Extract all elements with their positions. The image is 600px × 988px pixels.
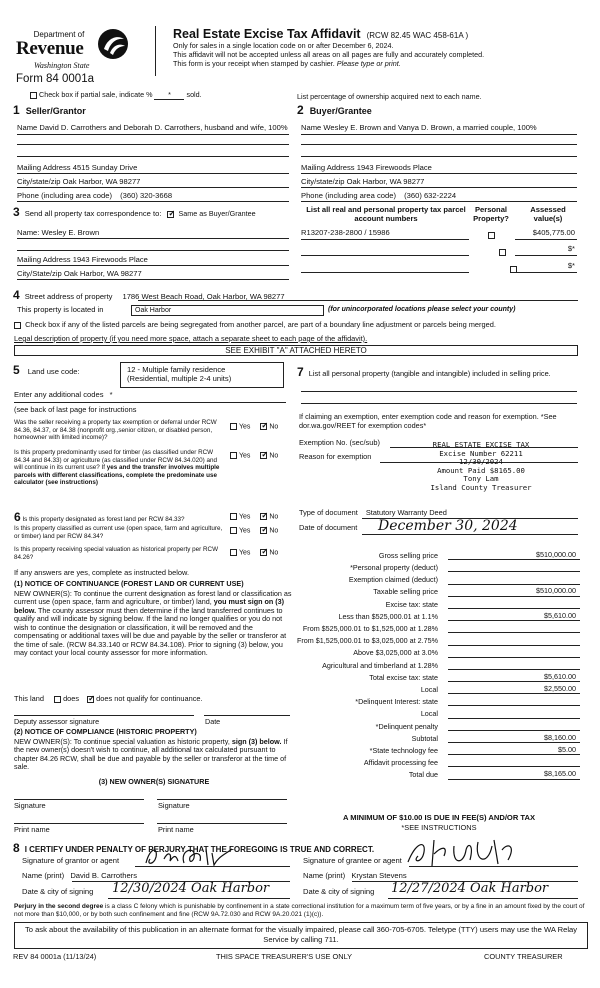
same-as-buyer-checkbox[interactable]: [167, 211, 174, 218]
header-line2: This affidavit will not be accepted unless all areas on all pages are fully and accurately completed.: [173, 50, 485, 59]
perjury-notice: Perjury in the second degree is a class C felony which is punishable by confinement in a state correctional institution for a maximum term of five years, or by a fine in an amount fixed by the court of not more than $10,000, or by both such confinement and fine (RCW 9A.72.030 and RCW 9A.20.021 (1)(c)).: [14, 903, 585, 918]
partial-sale-row: Check box if partial sale, indicate % * sold.: [30, 91, 202, 100]
historic-notice-heading: (2) NOTICE OF COMPLIANCE (HISTORIC PROPERTY): [14, 727, 197, 736]
legal-description-value[interactable]: SEE EXHIBIT "A" ATTACHED HERETO: [14, 345, 578, 356]
tax-row-value[interactable]: $5.00: [448, 746, 580, 755]
tax-row-value[interactable]: $510,000.00: [448, 587, 580, 596]
assessed-value-heading: Assessed value(s): [530, 205, 566, 223]
dept-name: Revenue: [16, 38, 84, 59]
certify-row: 8 I CERTIFY UNDER PENALTY OF PERJURY THAT THE FOREGOING IS TRUE AND CORRECT.: [13, 841, 375, 855]
grantee-name-row: Name (print) Krystan Stevens: [303, 871, 407, 880]
historic-yes-checkbox[interactable]: [230, 549, 237, 556]
tax-row-value[interactable]: [448, 758, 580, 767]
parcel-list-heading: List all real and personal property tax parcel account numbers: [306, 205, 466, 223]
tax-row: [290, 731, 580, 743]
continuance-row: This land does ✓ does not qualify for continuance.: [14, 695, 203, 704]
does-not-qualify-checkbox[interactable]: [87, 696, 94, 703]
header-line3: This form is your receipt when stamped by cashier. Please type or print.: [173, 59, 401, 68]
tax-row: [290, 658, 580, 670]
tax-row-value[interactable]: [448, 600, 580, 609]
tax-row-value[interactable]: $510,000.00: [448, 551, 580, 560]
form-title-ref: (RCW 82.45 WAC 458-61A ): [366, 31, 469, 40]
tax-row-label: Less than $525,000.01 at 1.1%: [338, 611, 438, 621]
tax-row-value[interactable]: [448, 697, 580, 706]
historic-no-checkbox[interactable]: [260, 549, 267, 556]
revenue-logo-icon: [96, 27, 130, 61]
exemption-number-label: Exemption No. (sec/sub): [299, 438, 380, 447]
tax-row-label: From $525,000.01 to $1,525,000 at 1.28%: [302, 624, 438, 634]
current-use-no-checkbox[interactable]: [260, 527, 267, 534]
form-title-row: [173, 27, 468, 41]
tax-row-label: Affidavit processing fee: [363, 758, 438, 768]
grantor-signature-label: Signature of grantor or agent: [22, 856, 120, 865]
tax-row-value[interactable]: $5,610.00: [448, 612, 580, 621]
tax-row-label: Local: [420, 709, 438, 719]
treasurer-use-note: THIS SPACE TREASURER'S USE ONLY: [216, 952, 353, 961]
exemption-reason-label: Reason for exemption: [299, 452, 372, 461]
personal-property-heading: 7 List all personal property (tangible and intangible) included in selling price.: [297, 365, 551, 379]
new-owner-signature-1[interactable]: Signature: [14, 801, 46, 810]
seller-phone-field[interactable]: Phone (including area code) (360) 320-3668: [17, 191, 173, 200]
alternate-format-notice: To ask about the availability of this publication in an alternate format for the visually impaired, please call 360-705-6705. Teletype (TTY) users may use the WA Relay Service by calling 711.: [14, 922, 588, 949]
document-date-value[interactable]: December 30, 2024: [378, 518, 518, 534]
buyer-mail-field[interactable]: Mailing Address 1943 Firewoods Place: [301, 163, 432, 172]
street-address-row: 4 Street address of property 1786 West Beach Road, Oak Harbor, WA 98277: [13, 288, 285, 302]
grantee-signature-image[interactable]: [404, 836, 524, 870]
partial-sale-checkbox[interactable]: [30, 92, 37, 99]
exemption-question: Was the seller receiving a property tax exemption or deferral under RCW 84.36, 84.37, or 84.38 (nonprofit org.,senior citizen, or disabled person, homeowner with limited income)?: [14, 419, 217, 442]
tax-row: [290, 719, 580, 731]
tax-row: [290, 682, 580, 694]
corr-heading: 3 Send all property tax correspondence to: ✓ Same as Buyer/Grantee: [13, 206, 303, 220]
tax-row: [290, 621, 580, 633]
if-yes-note: If any answers are yes, complete as instructed below.: [14, 568, 189, 577]
tax-row: [290, 670, 580, 682]
forest-no-checkbox[interactable]: [260, 513, 267, 520]
assessed-value-2[interactable]: $*: [567, 261, 575, 270]
exemption-no-checkbox[interactable]: [260, 423, 267, 430]
tax-row-label: From $1,525,000.01 to $3,025,000 at 2.75%: [296, 636, 438, 646]
tax-row: [290, 706, 580, 718]
buyer-heading: 2 Buyer/Grantee: [297, 103, 372, 117]
land-use-select[interactable]: 12 - Multiple family residence (Residential, multiple 2-4 units): [120, 362, 284, 388]
assessed-value-0[interactable]: $405,775.00: [532, 228, 575, 237]
personal-property-checkbox-1[interactable]: [499, 249, 506, 256]
tax-row-label: Above $3,025,000 at 3.0%: [353, 648, 438, 658]
tax-row: [290, 597, 580, 609]
forest-yes-no: Yes ✓ No: [230, 513, 278, 521]
tax-row-label: Local: [420, 684, 438, 694]
corr-mail-field[interactable]: Mailing Address 1943 Firewoods Place: [17, 255, 148, 264]
deputy-date-label: Date: [205, 717, 221, 726]
tax-row-value[interactable]: [448, 563, 580, 572]
new-owner-signature-2[interactable]: Signature: [158, 801, 190, 810]
tax-row-label: *Delinquent penalty: [375, 721, 438, 731]
legal-description-label: Legal description of property (if you need more space, attach a separate sheet to each page of the affidavit).: [14, 334, 368, 343]
form-title: Real Estate Excise Tax Affidavit: [173, 27, 361, 41]
tax-row-value[interactable]: [448, 661, 580, 670]
tax-row-label: Total due: [408, 770, 438, 780]
buyer-city-field[interactable]: City/state/zip Oak Harbor, WA 98277: [301, 177, 425, 186]
tax-row-value[interactable]: $2,550.00: [448, 685, 580, 694]
seller-city-field[interactable]: City/state/zip Oak Harbor, WA 98277: [17, 177, 141, 186]
seller-name-value: David D. Carrothers and Deborah D. Carrothers, husband and wife, 100%: [39, 123, 288, 132]
buyer-name-field[interactable]: Name Wesley E. Brown and Vanya D. Brown, a married couple, 100%: [301, 123, 537, 132]
historic-question: Is this property receiving special valuation as historical property per RCW 84.26?: [14, 546, 219, 561]
corr-name-field[interactable]: Name: Wesley E. Brown: [17, 228, 100, 237]
tax-row-label: Excise tax: state: [385, 599, 438, 609]
timber-question: Is this property predominantly used for timber (as classified under RCW 84.34 and 84.33) or agriculture (as classified under RCW 84.34.020) and will continue in its current use? If yes and the transfer involves multiple parcels with different classifications, complete the predominate use calculator (see instructions): [14, 449, 220, 487]
grantee-date-label: Date & city of signing: [303, 887, 375, 896]
minimum-due-note: A MINIMUM OF $10.00 IS DUE IN FEE(S) AND/OR TAX: [342, 813, 536, 822]
grantor-name-value[interactable]: David B. Carrothers: [70, 871, 138, 880]
seller-mail-field[interactable]: Mailing Address 4515 Sunday Drive: [17, 163, 138, 172]
personal-property-checkbox-0[interactable]: [488, 232, 495, 239]
segregated-checkbox[interactable]: [14, 322, 21, 329]
tax-row-label: Exemption claimed (deduct): [348, 575, 438, 585]
historic-notice-body: NEW OWNER(S): To continue special valuation as historic property, sign (3) below. If the new owner(s) doesn't wish to continue, all additional tax calculated pursuant to chapter 84.26 RCW, shall be due and payable by the seller or transferor at the time of sale.: [14, 737, 288, 772]
timber-yes-no: Yes ✓ No: [230, 452, 278, 460]
seller-name-field[interactable]: Name David D. Carrothers and Deborah D. Carrothers, husband and wife, 100%: [17, 123, 288, 132]
timber-no-checkbox[interactable]: [260, 452, 267, 459]
tax-row-label: *State technology fee: [369, 745, 438, 755]
assessed-value-1[interactable]: $*: [567, 244, 575, 253]
tax-row: [290, 572, 580, 584]
grantee-signature-label: Signature of grantee or agent: [303, 856, 402, 865]
tax-row: [290, 548, 580, 560]
header-divider: [155, 26, 156, 76]
see-instructions-note: *SEE INSTRUCTIONS: [401, 823, 477, 832]
tax-row-value[interactable]: [448, 722, 580, 731]
continuance-body: NEW OWNER(S): To continue the current designation as forest land or classification as current use (open space, farm and agriculture, or timber) land, you must sign on (3) below. The county assessor must then determine if the land transferred continues to qualify and will indicate by signing below. If the land no longer qualifies or you do not wish to continue the designation or classification, it will be removed and the compensating or additional taxes will be due and payable by the seller or transferor at the time of sale. (RCW 84.33.140 or RCW 84.34.108). Prior to signing (3) below, you may contact your local county assessor for more information.: [14, 589, 292, 657]
tax-row: [290, 560, 580, 572]
continuance-heading: (1) NOTICE OF CONTINUANCE (FOREST LAND OR CURRENT USE): [14, 579, 244, 588]
current-use-yes-checkbox[interactable]: [230, 527, 237, 534]
excise-tax-stamp: REAL ESTATE EXCISE TAX Excise Number 62211 12/30/2024 Amount Paid $8165.00 Tony Lam Island County Treasurer: [430, 440, 532, 493]
tax-row-label: *Personal property (deduct): [350, 563, 438, 573]
tax-row: [290, 646, 580, 658]
revision-number: REV 84 0001a (11/13/24): [13, 952, 97, 961]
forest-yes-checkbox[interactable]: [230, 513, 237, 520]
tax-row: [290, 767, 580, 779]
exemption-yes-checkbox[interactable]: [230, 423, 237, 430]
grantor-date-label: Date & city of signing: [22, 887, 94, 896]
tax-row-value[interactable]: [448, 624, 580, 633]
new-owner-print-2[interactable]: Print name: [158, 825, 194, 834]
historic-yes-no: Yes ✓ No: [230, 549, 278, 557]
partial-percent[interactable]: *: [154, 91, 184, 100]
tax-row: [290, 585, 580, 597]
exemption-yes-no: Yes ✓ No: [230, 423, 278, 431]
land-use-heading: 5 Land use code:: [13, 363, 80, 377]
tax-row-value[interactable]: [448, 649, 580, 658]
grantee-date-value[interactable]: 12/27/2024 Oak Harbor: [391, 881, 549, 896]
exemption-instructions: If claiming an exemption, enter exemption code and reason for exemption. *See dor.wa.gov/REET for exemption codes*: [299, 412, 557, 430]
tax-row-value[interactable]: $8,165.00: [448, 770, 580, 779]
document-type-row: Type of document Statutory Warranty Deed: [299, 508, 447, 517]
does-qualify-checkbox[interactable]: [54, 696, 61, 703]
current-use-question: Is this property classified as current use (open space, farm and agriculture, or timber) land per RCW 84.34?: [14, 525, 223, 540]
tax-table: [290, 548, 580, 780]
see-back-note: (see back of last page for instructions: [14, 405, 137, 414]
tax-row: [290, 755, 580, 767]
form-number: Form 84 0001a: [16, 73, 94, 85]
document-type-value[interactable]: Statutory Warranty Deed: [365, 508, 447, 517]
tax-row-value[interactable]: $5,610.00: [448, 673, 580, 682]
tax-row-label: Taxable selling price: [373, 587, 438, 597]
tax-row-label: Gross selling price: [378, 550, 438, 560]
located-select[interactable]: Oak Harbor: [131, 305, 324, 316]
segregated-row: Check box if any of the listed parcels are being segregated from another parcel, are part of a boundary line adjustment or parcels being merged.: [14, 321, 594, 330]
seller-heading: 1 Seller/Grantor: [13, 103, 86, 117]
tax-row-label: Total excise tax: state: [369, 672, 438, 682]
current-use-yes-no: Yes ✓ No: [230, 527, 278, 535]
document-date-label: Date of document: [299, 523, 358, 532]
deputy-signature-label: Deputy assessor signature: [14, 717, 100, 726]
tax-row-label: *Delinquent Interest: state: [355, 697, 438, 707]
tax-row-label: Agricultural and timberland at 1.28%: [322, 660, 438, 670]
tax-row: [290, 633, 580, 645]
tax-row: [290, 694, 580, 706]
county-treasurer-label: COUNTY TREASURER: [484, 952, 563, 961]
tax-row-value[interactable]: $8,160.00: [448, 734, 580, 743]
street-address-value[interactable]: 1786 West Beach Road, Oak Harbor, WA 98277: [122, 292, 285, 301]
new-owner-print-1[interactable]: Print name: [14, 825, 50, 834]
personal-property-heading: Personal Property?: [473, 205, 509, 223]
grantor-name-row: Name (print) David B. Carrothers: [22, 871, 138, 880]
tax-row-value[interactable]: [448, 576, 580, 585]
additional-codes-row: Enter any additional codes *: [14, 390, 113, 399]
tax-row-value[interactable]: [448, 710, 580, 719]
tax-row-label: Subtotal: [411, 733, 438, 743]
tax-row: [290, 743, 580, 755]
dept-state: Washington State: [34, 61, 90, 70]
tax-row: [290, 609, 580, 621]
dept-top: Department of: [33, 30, 85, 39]
new-owner-signature-heading: (3) NEW OWNER(S) SIGNATURE: [98, 777, 210, 786]
header-line1: Only for sales in a single location code on or after December 6, 2024.: [173, 41, 394, 50]
additional-codes-value[interactable]: *: [109, 390, 113, 399]
forest-question: 6 Is this property designated as forest land per RCW 84.33?: [14, 510, 185, 524]
parcel-account-0[interactable]: R13207-238-2800 / 15986: [301, 228, 390, 237]
timber-yes-checkbox[interactable]: [230, 452, 237, 459]
ownership-note: List percentage of ownership acquired next to each name.: [297, 92, 482, 101]
located-note: (for unincorporated locations please select your county): [328, 306, 516, 313]
buyer-phone-field[interactable]: Phone (including area code) (360) 632-2224: [301, 191, 457, 200]
corr-city-field[interactable]: City/State/zip Oak Harbor, WA 98277: [17, 269, 142, 278]
grantee-name-value[interactable]: Krystan Stevens: [351, 871, 407, 880]
grantor-date-value[interactable]: 12/30/2024 Oak Harbor: [112, 881, 270, 896]
located-label: This property is located in: [17, 305, 104, 314]
tax-row-value[interactable]: [448, 637, 580, 646]
